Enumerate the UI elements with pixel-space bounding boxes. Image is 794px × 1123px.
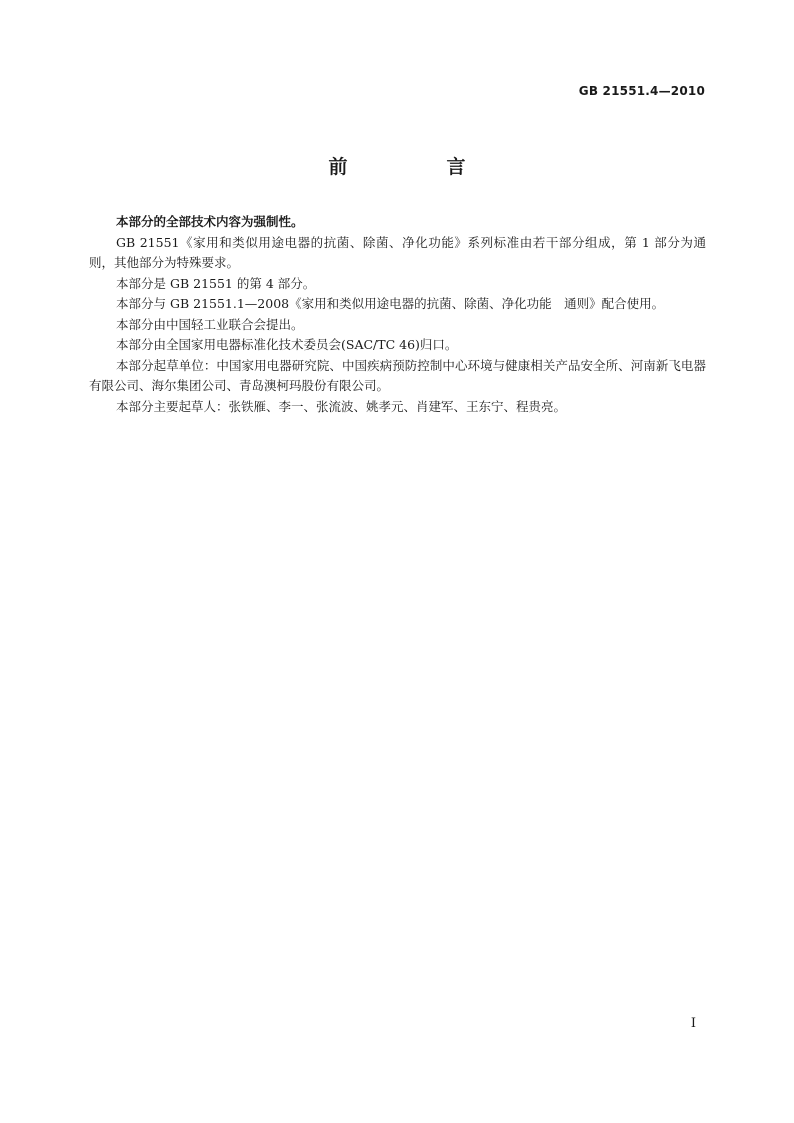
proposer-paragraph: 本部分由中国轻工业联合会提出。 (116, 316, 304, 332)
committee-paragraph: 本部分由全国家用电器标准化技术委员会(SAC/TC 46)归口。 (116, 337, 458, 352)
standard-code: GB 21551.4—2010 (578, 84, 705, 98)
part-number-paragraph: 本部分是 GB 21551 的第 4 部分。 (116, 275, 316, 291)
page-number: I (690, 1016, 696, 1031)
companion-standard-paragraph: 本部分与 GB 21551.1—2008《家用和类似用途电器的抗菌、除菌、净化功能 通则》配合使用。 (116, 296, 665, 311)
series-composition-paragraph: GB 21551《家用和类似用途电器的抗菌、除菌、净化功能》系列标准由若干部分组成，第 1 部分为通则，其他部分为特殊要求。 (89, 234, 706, 270)
preface-body (89, 212, 706, 417)
drafting-units-paragraph: 本部分起草单位：中国家用电器研究院、中国疾病预防控制中心环境与健康相关产品安全所、河南新飞电器有限公司、海尔集团公司、青岛澳柯玛股份有限公司。 (89, 357, 706, 393)
drafters-paragraph: 本部分主要起草人：张铁雁、李一、张流波、姚孝元、肖建军、王东宁、程贵亮。 (116, 398, 567, 414)
mandatory-statement: 本部分的全部技术内容为强制性。 (116, 214, 304, 229)
page-title: 前 言 (328, 156, 506, 178)
